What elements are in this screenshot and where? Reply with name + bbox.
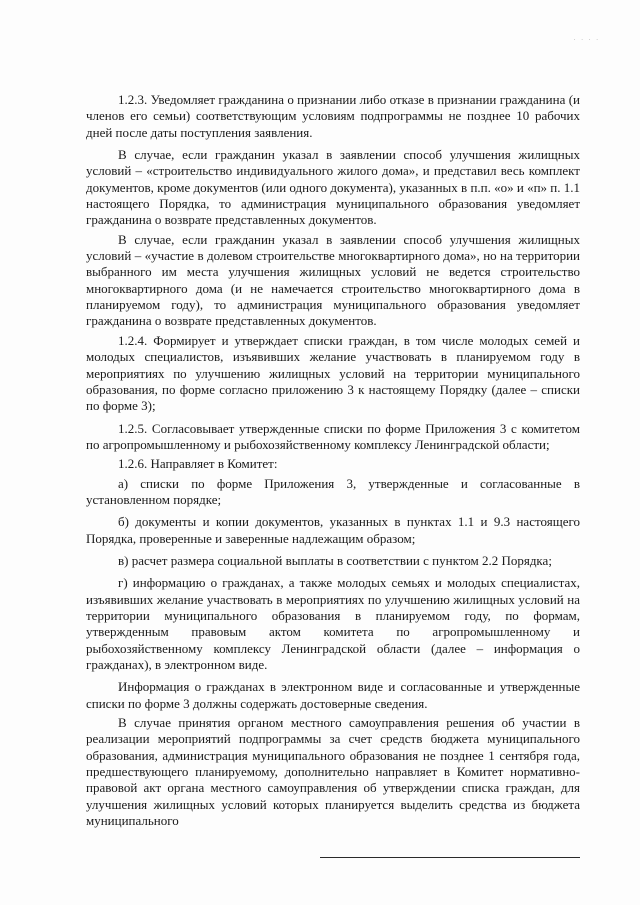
list-item-v: в) расчет размера социальной выплаты в соответствии с пунктом 2.2 Порядка;: [118, 552, 552, 568]
list-item-g: г) информацию о гражданах, а также молодых семьях и молодых специалистах, изъявивших желание участвовать в мероприятиях по улучшению жилищных условий на территории муниципального образования в планируемом году, по формам, утвержденным правовым актом комитета по агропромышленному и рыбохозяйственному комплексу Ленинградской области (далее – информация о гражданах), в электронном виде.: [86, 575, 580, 672]
paragraph-1-2-4: 1.2.4. Формирует и утверждает списки граждан, в том числе молодых семей и молодых специалистов, изъявивших желание участвовать в планируемом году в мероприятиях по улучшению жилищных условий на территории муниципального образования, по форме согласно приложению 3 к настоящему Порядку (далее – списки по форме 3);: [86, 332, 580, 414]
paragraph-return-individual-house: В случае, если гражданин указал в заявлении способ улучшения жилищных условий – «строительство индивидуального жилого дома», и представил весь комплект документов, кроме документов (или одного документа), указанных в п.п. «о» и «п» п. 1.1 настоящего Порядка, то администрация муниципального образования уведомляет гражданина о возврате представленных документов.: [86, 147, 580, 228]
paragraph-1-2-5: 1.2.5. Согласовывает утвержденные списки по форме Приложения 3 с комитетом по агропромышленному и рыбохозяйственному комплексу Ленинградской области;: [86, 420, 580, 452]
footer-rule: [320, 857, 580, 858]
document-body: [86, 92, 580, 829]
paragraph-reliable-info: Информация о гражданах в электронном виде и согласованные и утвержденные списки по форме 3 должны содержать достоверные сведения.: [86, 679, 580, 711]
list-item-b: б) документы и копии документов, указанных в пунктах 1.1 и 9.3 настоящего Порядка, проверенные и заверенные надлежащим образом;: [86, 514, 580, 546]
paragraph-local-budget: В случае принятия органом местного самоуправления решения об участии в реализации мероприятий подпрограммы за счет средств бюджета муниципального образования, администрация муниципального образования не позднее 1 сентября года, предшествующего планируемому, дополнительно направляет в Комитет нормативно-правовой акт органа местного самоуправления об утверждении списка граждан, для улучшения жилищных условий которых планируется выделить средства из бюджета муниципального: [86, 715, 580, 829]
paragraph-1-2-3: 1.2.3. Уведомляет гражданина о признании либо отказе в признании гражданина (и членов его семьи) соответствующим условиям подпрограммы не позднее 10 рабочих дней после даты поступления заявления.: [86, 92, 580, 140]
paragraph-return-shared-construction: В случае, если гражданин указал в заявлении способ улучшения жилищных условий – «участие в долевом строительстве многоквартирного дома», но на территории выбранного им места улучшения жилищных условий не ведется строительство многоквартирного дома (и не намечается строительство многоквартирного дома в планируемом году), то администрация муниципального образования уведомляет гражданина о возврате представленных документов.: [86, 231, 580, 329]
list-item-a: а) списки по форме Приложения 3, утвержденные и согласованные в установленном порядке;: [86, 475, 580, 507]
paragraph-1-2-6: 1.2.6. Направляет в Комитет:: [118, 456, 278, 472]
scan-corner-mark: . . . .: [573, 34, 600, 42]
